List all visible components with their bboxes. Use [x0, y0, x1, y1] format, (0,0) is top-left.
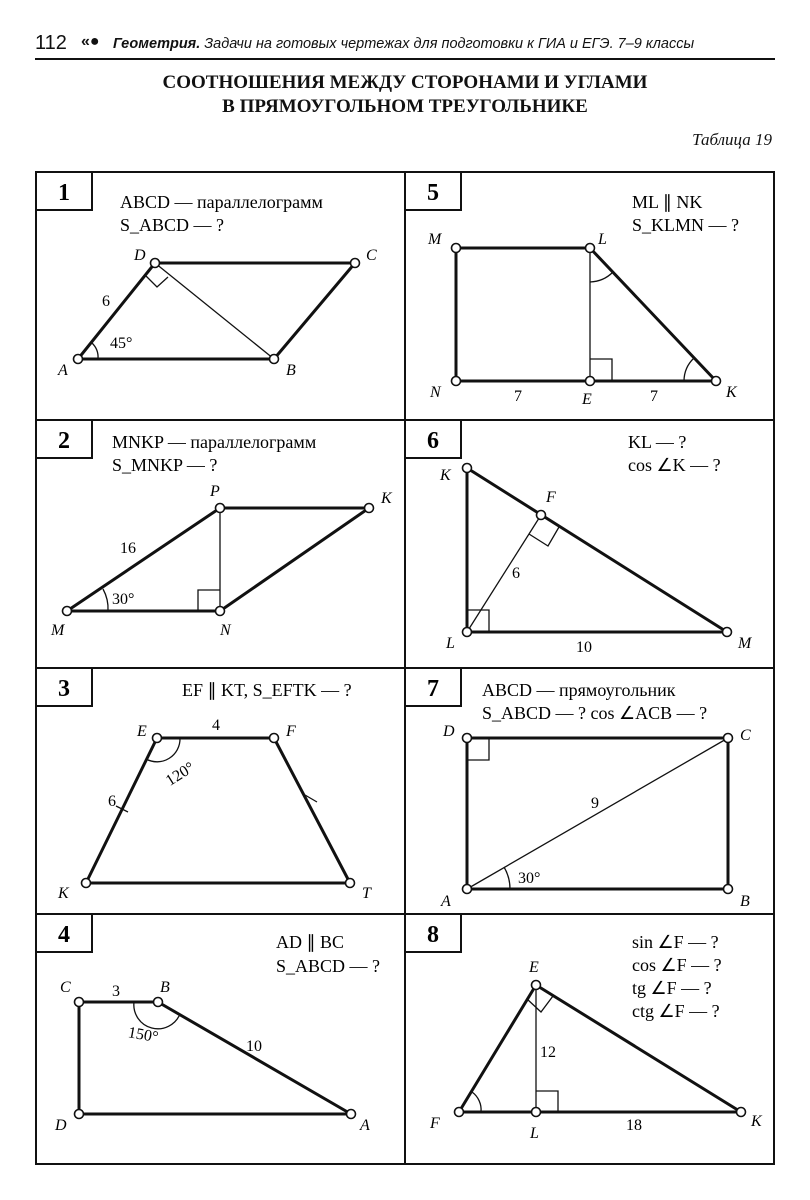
problem-3-statement: EF ∥ KT, S_EFTK — ? [182, 680, 352, 700]
figure-4-trapezoid [75, 998, 356, 1119]
vertex-label: M [428, 231, 442, 248]
page-title-line-2: В ПРЯМОУГОЛЬНОМ ТРЕУГОЛЬНИКЕ [222, 96, 588, 117]
vertex-label: K [726, 384, 737, 401]
problem-number: 5 [427, 180, 439, 206]
vertex-label: D [443, 723, 455, 740]
problem-1-question: S_ABCD — ? [120, 215, 225, 235]
vertex-label: K [58, 885, 69, 902]
problem-1-statement: ABCD — параллелограмм [120, 192, 323, 212]
vertex-label: B [160, 979, 170, 996]
vertex-label: F [430, 1115, 440, 1132]
segment-length: 18 [626, 1117, 642, 1134]
problem-number: 6 [427, 428, 439, 454]
problem-2-question: S_MNKP — ? [112, 455, 218, 475]
angle-value: 150° [126, 1024, 160, 1047]
problem-4-statement: AD ∥ BC [276, 932, 345, 952]
problem-6-question: KL — ? [628, 432, 687, 452]
vertex-label: P [210, 483, 220, 500]
vertex-label: L [530, 1125, 539, 1142]
problem-5-statement: ML ∥ NK [632, 192, 703, 212]
vertex-label: B [740, 893, 750, 910]
problem-number: 4 [58, 922, 70, 948]
problem-number: 7 [427, 676, 439, 702]
vertex-label: A [441, 893, 451, 910]
vertex-label: N [220, 622, 231, 639]
angle-value: 45° [110, 335, 133, 352]
vertex-label: T [362, 885, 371, 902]
vertex-label: A [58, 362, 68, 379]
vertex-label: C [366, 247, 377, 264]
base-length: 10 [576, 639, 592, 656]
problem-2-statement: MNKP — параллелограмм [112, 432, 317, 452]
vertex-label: B [286, 362, 296, 379]
problem-5-question: S_KLMN — ? [632, 215, 739, 235]
figure-2-parallelogram [63, 504, 374, 616]
segment-length: 7 [650, 388, 658, 405]
problem-6-question: cos ∠K — ? [628, 455, 721, 475]
vertex-label: K [440, 467, 451, 484]
vertex-label: C [60, 979, 71, 996]
vertex-label: F [546, 489, 556, 506]
side-length: 6 [102, 293, 110, 310]
problem-8-question: tg ∠F — ? [632, 978, 712, 998]
problem-7-statement: ABCD — прямоугольник [482, 680, 676, 700]
problem-7-question: S_ABCD — ? cos ∠ACB — ? [482, 703, 708, 723]
book-title: Геометрия. Задачи на готовых чертежах для подготовки к ГИА и ЕГЭ. 7–9 классы [113, 36, 695, 52]
figure-5-trapezoid [452, 244, 721, 386]
side-length: 16 [120, 540, 136, 557]
vertex-label: M [738, 635, 752, 652]
angle-value: 30° [112, 591, 135, 608]
problem-8-question: ctg ∠F — ? [632, 1001, 720, 1021]
vertex-label: D [55, 1117, 67, 1134]
problem-number-boxes [36, 172, 461, 952]
series-mark: «● [81, 33, 100, 50]
problem-number: 2 [58, 428, 70, 454]
top-base-length: 3 [112, 983, 120, 1000]
figure-7-rectangle [463, 734, 733, 894]
vertex-label: E [582, 391, 592, 408]
segment-length: 7 [514, 388, 522, 405]
angle-value: 30° [518, 870, 541, 887]
vertex-label: N [430, 384, 441, 401]
vertex-label: M [51, 622, 65, 639]
page-number: 112 [35, 32, 67, 54]
vertex-label: A [360, 1117, 370, 1134]
page-title-line-1: СООТНОШЕНИЯ МЕЖДУ СТОРОНАМИ И УГЛАМИ [162, 72, 648, 93]
vertex-label: E [529, 959, 539, 976]
vertex-label: F [286, 723, 296, 740]
figure-3-trapezoid [82, 734, 355, 888]
height-length: 12 [540, 1044, 556, 1061]
side-length: 10 [246, 1038, 262, 1055]
vertex-label: K [751, 1113, 762, 1130]
side-length: 6 [108, 793, 116, 810]
vertex-label: K [381, 490, 392, 507]
angle-value: 120° [162, 759, 198, 790]
vertex-label: L [598, 231, 607, 248]
figure-6-right-triangle [463, 464, 732, 637]
vertex-label: D [134, 247, 146, 264]
diagonal-length: 9 [591, 795, 599, 812]
problem-8-question: sin ∠F — ? [632, 932, 719, 952]
problem-number: 3 [58, 676, 70, 702]
top-base-length: 4 [212, 717, 220, 734]
height-length: 6 [512, 565, 520, 582]
problem-8-question: cos ∠F — ? [632, 955, 722, 975]
vertex-label: E [137, 723, 147, 740]
problem-4-question: S_ABCD — ? [276, 956, 381, 976]
problem-number: 8 [427, 922, 439, 948]
table-label: Таблица 19 [692, 130, 772, 149]
vertex-label: C [740, 727, 751, 744]
problem-number: 1 [58, 180, 70, 206]
vertex-label: L [446, 635, 455, 652]
